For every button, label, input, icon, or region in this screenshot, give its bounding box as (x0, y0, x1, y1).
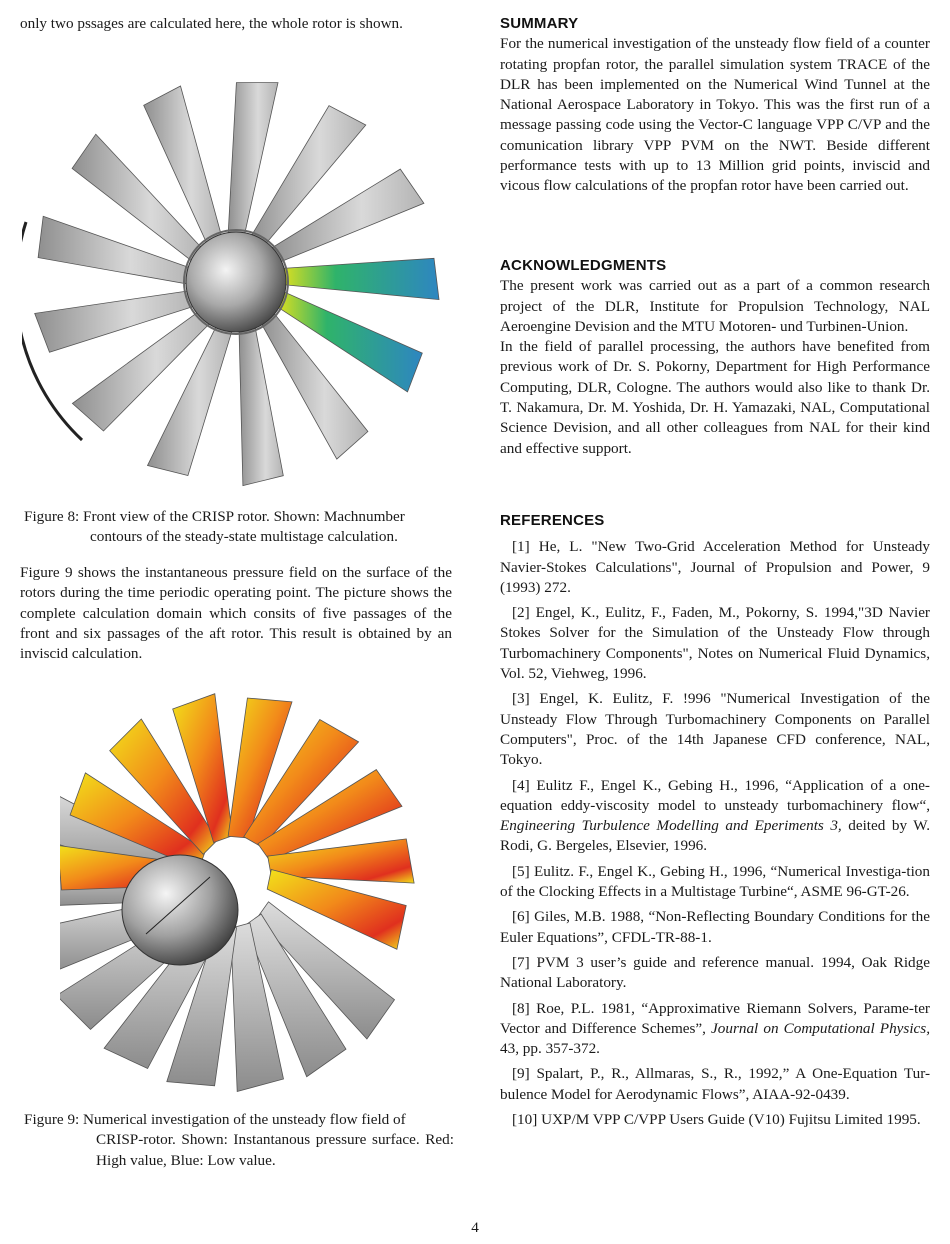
figure-9-caption-cont: CRISP-rotor. Shown: Instantanous pressure surface. Red: High value, Blue: Low value. (96, 1131, 454, 1169)
rotor-hub (186, 232, 286, 332)
references-section (500, 511, 930, 1135)
figure-9-caption (24, 1110, 454, 1171)
acknowledgments-section (500, 256, 930, 459)
summary-heading: SUMMARY (500, 15, 579, 32)
references-heading: REFERENCES (500, 512, 605, 529)
reference-1: [1] He, L. "New Two-Grid Acceleration Method for Unsteady Navier-Stokes Calculations", Journal of Propulsion and Power, 9 (1993) 272. (500, 538, 930, 596)
reference-2: [2] Engel, K., Eulitz, F., Faden, M., Pokorny, S. 1994,"3D Navier Stokes Solver for the Simulation of the Unsteady Flow through Turbomachinery Components", Notes on Numerical Fluid Dynamics, Vol. 52, Viehweg, 1996. (500, 604, 930, 683)
figure-8-rotor-front-view (22, 60, 450, 500)
intro-text: only two pssages are calculated here, the whole rotor is shown. (20, 15, 403, 32)
spinner-hub (122, 855, 238, 965)
reference-8: [8] Roe, P.L. 1981, “Approximative Riemann Solvers, Parame-ter Vector and Difference Schemes”, Journal on Computational Physics, 43, pp. 357-372. (500, 999, 931, 1058)
figure-8-caption (24, 507, 444, 548)
page-number: 4 (471, 1219, 479, 1236)
reference-7: [7] PVM 3 user’s guide and reference manual. 1994, Oak Ridge National Laboratory. (500, 953, 930, 992)
reference-9: [9] Spalart, P., R., Allmaras, S., R., 1992,” A One-Equation Tur-bulence Model for Aerodynamic Flows”, AIAA-92-0439. (500, 1065, 930, 1103)
reference-10: [10] UXP/M VPP C/VPP Users Guide (V10) Fujitsu Limited 1995. (512, 1111, 921, 1129)
summary-section (500, 14, 930, 197)
figure-9-caption-lead: Figure 9: Numerical investigation of the unsteady flow field of (24, 1111, 406, 1128)
acknowledgments-paragraph-2: In the field of parallel processing, the authors have benefited from previous work of Dr. S. Pokorny, Department for High Performance Computing, DLR, Cologne. The authors would also like to thank Dr. T. Nakamura, Dr. M. Yoshida, Dr. H. Yamazaki, NAL, Computational Science Devision, and all other colleagues from NAL for their kind and effective support. (500, 338, 930, 457)
reference-6: [6] Giles, M.B. 1988, “Non-Reflecting Boundary Conditions for the Euler Equations”, CFDL-TR-88-1. (500, 908, 930, 946)
reference-5: [5] Eulitz. F., Engel K., Gebing H., 1996, “Numerical Investiga-tion of the Clocking Effects in a Multistage Turbine“, ASME 96-GT-26. (500, 862, 930, 901)
reference-4: [4] Eulitz F., Engel K., Gebing H., 1996, “Application of a one-equation eddy-viscosity model to unsteady turbomachinery flow“, Engineering Turbulence Modelling and Eperiments 3, deited by W. Rodi, G. Bergeles, Elsevier, 1996. (500, 776, 931, 855)
figure-9-paragraph: Figure 9 shows the instantaneous pressure field on the surface of the rotors during the time periodic operating point. The picture shows the complete calculation domain which consits of five passages of the front and six passages of the aft rotor. This result is obtained by an inviscid calculation. (20, 564, 452, 663)
acknowledgments-heading: ACKNOWLEDGMENTS (500, 257, 667, 274)
acknowledgments-paragraph-1: The present work was carried out as a part of a common research project of the DLR, Institute for Propulsion Technology, NAL Aeroengine Devision and the MTU Motoren- und Turbinen-Union. (500, 277, 930, 335)
reference-3: [3] Engel, K. Eulitz, F. !996 "Numerical Investigation of the Unsteady Flow Through Turbomachinery Components on Parallel Computers", Proc. of the 14th Japanese CFD conference, NAL, Tokyo. (500, 690, 930, 769)
figure-8-caption-lead: Figure 8: Front view of the CRISP rotor. Shown: Machnumber (24, 508, 405, 525)
figure-8-caption-cont: contours of the steady-state multistage calculation. (90, 528, 398, 546)
mach-contour-blade (280, 258, 439, 299)
figure-9-pressure-surface (60, 672, 420, 1104)
summary-text: For the numerical investigation of the unsteady flow field of a counter rotating propfan rotor, the parallel simulation system TRACE of the DLR has been implemented on the Numerical Wind Tunnel at the National Aerospace Laboratory in Tokyo. This was the first run of a message passing code using the Vector-C language VPP C/VP and the comunication library VPP PVM on the NWT. Beside different performance tests with up to 13 Million grid points, inviscid and vicous flow calculations of the propfan rotor have been carried out. (500, 35, 930, 195)
